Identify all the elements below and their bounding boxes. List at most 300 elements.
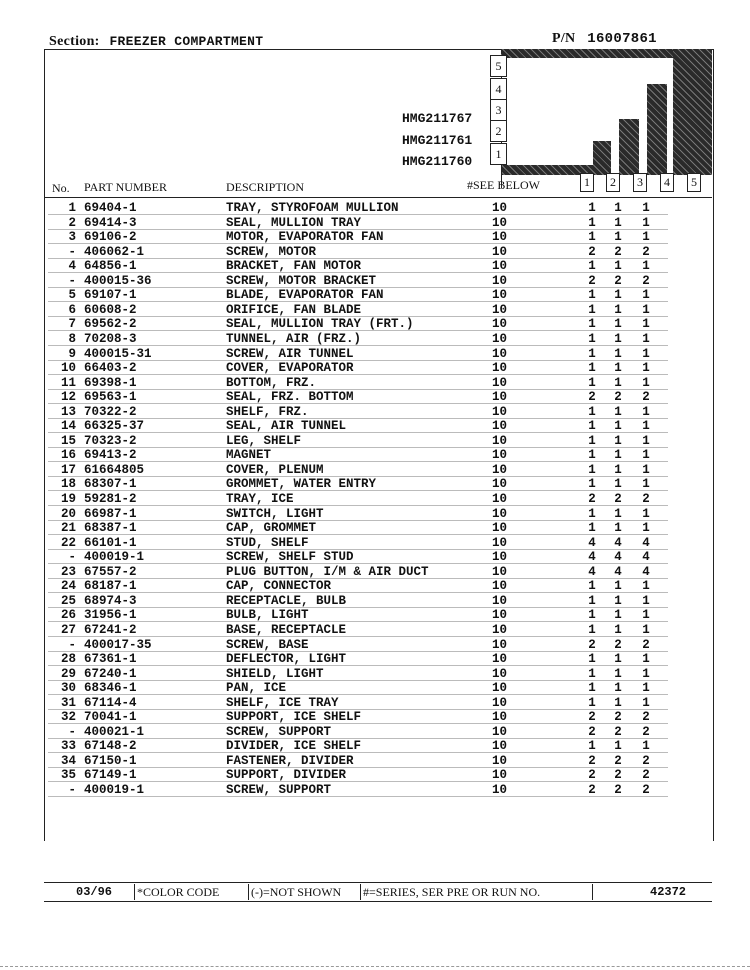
qty-col-3: 1	[642, 288, 650, 303]
table-row	[48, 448, 668, 462]
table-row	[48, 216, 668, 230]
item-number: 15	[60, 433, 76, 448]
qty-col-1: 1	[588, 230, 596, 245]
table-row	[48, 492, 668, 506]
qty-col-3: 1	[642, 404, 650, 419]
table-row	[48, 667, 668, 681]
qty-col-1: 1	[588, 201, 596, 215]
description: BLADE, EVAPORATOR FAN	[226, 288, 384, 303]
table-row	[48, 739, 668, 753]
qty-col-2: 1	[614, 622, 622, 637]
series: 10	[492, 492, 508, 506]
series: 10	[492, 710, 508, 725]
qty-col-1: 1	[588, 361, 596, 376]
series: 10	[492, 404, 508, 419]
part-number: 69413-2	[84, 448, 137, 463]
pn-label: P/N	[552, 31, 576, 46]
series: 10	[492, 652, 508, 667]
description: MAGNET	[226, 448, 272, 463]
series: 10	[492, 637, 508, 652]
part-number: 68307-1	[84, 477, 137, 492]
col-box-2: 2	[606, 173, 620, 192]
table-row	[48, 725, 668, 739]
qty-col-2: 1	[614, 361, 622, 376]
part-number: 68346-1	[84, 681, 137, 696]
part-number: 69404-1	[84, 201, 137, 215]
qty-col-2: 1	[614, 593, 622, 608]
col-box-3: 3	[633, 173, 647, 192]
qty-col-1: 1	[588, 302, 596, 317]
description: DIVIDER, ICE SHELF	[226, 739, 362, 754]
table-row	[48, 361, 668, 375]
part-number-header	[552, 31, 657, 47]
part-number: 400019-1	[84, 783, 145, 797]
part-number: 66101-1	[84, 535, 137, 550]
qty-col-3: 1	[642, 579, 650, 594]
description: CAP, GROMMET	[226, 521, 317, 536]
part-number: 61664805	[84, 462, 145, 477]
step-box-4: 4	[490, 78, 507, 100]
qty-col-2: 2	[614, 273, 622, 288]
table-row	[48, 652, 668, 666]
description: MOTOR, EVAPORATOR FAN	[226, 230, 384, 245]
table-row	[48, 521, 668, 535]
qty-col-2: 1	[614, 201, 622, 215]
series: 10	[492, 448, 508, 463]
table-row	[48, 376, 668, 390]
qty-col-1: 1	[588, 521, 596, 536]
qty-col-3: 2	[642, 768, 650, 783]
qty-col-2: 4	[614, 535, 622, 550]
series: 10	[492, 317, 508, 332]
table-row	[48, 507, 668, 521]
model-stair-graphic	[487, 49, 712, 197]
description: CAP, CONNECTOR	[226, 579, 332, 594]
item-number: -	[68, 273, 76, 288]
part-number: 70041-1	[84, 710, 137, 725]
qty-col-3: 2	[642, 724, 650, 739]
qty-col-1: 1	[588, 317, 596, 332]
series: 10	[492, 201, 508, 215]
qty-col-1: 1	[588, 419, 596, 434]
table-row	[48, 390, 668, 404]
part-number: 69414-3	[84, 215, 137, 230]
table-row	[48, 274, 668, 288]
part-number: 66987-1	[84, 506, 137, 521]
item-number: 28	[60, 652, 76, 667]
description: GROMMET, WATER ENTRY	[226, 477, 377, 492]
page-edge-rule	[0, 966, 750, 967]
model-hmg211760: HMG211760	[402, 154, 473, 169]
qty-col-1: 2	[588, 273, 596, 288]
qty-col-3: 1	[642, 230, 650, 245]
qty-col-1: 1	[588, 346, 596, 361]
table-row	[48, 434, 668, 448]
qty-col-2: 1	[614, 521, 622, 536]
description: DEFLECTOR, LIGHT	[226, 652, 347, 667]
qty-col-2: 1	[614, 681, 622, 696]
part-number: 67148-2	[84, 739, 137, 754]
item-number: 11	[60, 375, 76, 390]
table-row	[48, 288, 668, 302]
qty-col-3: 1	[642, 201, 650, 215]
description: COVER, PLENUM	[226, 462, 324, 477]
col-header-no: No.	[52, 181, 70, 195]
qty-col-1: 1	[588, 375, 596, 390]
item-number: 32	[60, 710, 76, 725]
part-number: 400015-36	[84, 273, 152, 288]
description: PLUG BUTTON, I/M & AIR DUCT	[226, 564, 429, 579]
header-rule	[44, 197, 712, 198]
qty-col-1: 1	[588, 739, 596, 754]
description: SHELF, ICE TRAY	[226, 695, 339, 710]
qty-col-1: 2	[588, 492, 596, 506]
description: SHIELD, LIGHT	[226, 666, 324, 681]
col-box-5: 5	[687, 173, 701, 192]
qty-col-2: 1	[614, 419, 622, 434]
qty-col-1: 2	[588, 390, 596, 405]
part-number: 66325-37	[84, 419, 145, 434]
qty-col-2: 1	[614, 404, 622, 419]
qty-col-1: 4	[588, 550, 596, 565]
qty-col-3: 2	[642, 273, 650, 288]
qty-col-2: 1	[614, 477, 622, 492]
item-number: 5	[68, 288, 76, 303]
description: SEAL, AIR TUNNEL	[226, 419, 347, 434]
part-number: 69398-1	[84, 375, 137, 390]
description: SCREW, SHELF STUD	[226, 550, 354, 565]
qty-col-2: 1	[614, 579, 622, 594]
description: RECEPTACLE, BULB	[226, 593, 347, 608]
item-number: 14	[60, 419, 76, 434]
series: 10	[492, 331, 508, 346]
item-number: 12	[60, 390, 76, 405]
series: 10	[492, 783, 508, 797]
series: 10	[492, 681, 508, 696]
qty-col-3: 1	[642, 215, 650, 230]
series: 10	[492, 535, 508, 550]
qty-col-1: 1	[588, 652, 596, 667]
description: ORIFICE, FAN BLADE	[226, 302, 362, 317]
qty-col-1: 4	[588, 564, 596, 579]
series: 10	[492, 695, 508, 710]
qty-col-3: 1	[642, 375, 650, 390]
description: SHELF, FRZ.	[226, 404, 309, 419]
table-row	[48, 681, 668, 695]
part-number: 69106-2	[84, 230, 137, 245]
series: 10	[492, 288, 508, 303]
part-number: 67114-4	[84, 695, 137, 710]
item-number: -	[68, 637, 76, 652]
item-number: 30	[60, 681, 76, 696]
description: SCREW, BASE	[226, 637, 309, 652]
series: 10	[492, 593, 508, 608]
qty-col-1: 1	[588, 288, 596, 303]
qty-col-3: 1	[642, 346, 650, 361]
part-number: 69563-1	[84, 390, 137, 405]
qty-col-2: 1	[614, 739, 622, 754]
series: 10	[492, 724, 508, 739]
footer-not-shown: (-)=NOT SHOWN	[251, 885, 342, 899]
qty-col-2: 1	[614, 302, 622, 317]
item-number: 26	[60, 608, 76, 623]
part-number: 69107-1	[84, 288, 137, 303]
qty-col-2: 1	[614, 331, 622, 346]
qty-col-2: 2	[614, 783, 622, 797]
series: 10	[492, 477, 508, 492]
qty-col-1: 2	[588, 710, 596, 725]
series: 10	[492, 506, 508, 521]
qty-col-1: 1	[588, 404, 596, 419]
footer-series-note: #=SERIES, SER PRE OR RUN NO.	[363, 885, 541, 899]
step-box-1: 1	[490, 143, 507, 165]
qty-col-1: 1	[588, 331, 596, 346]
qty-col-3: 2	[642, 390, 650, 405]
item-number: 4	[68, 259, 76, 274]
part-number: 67150-1	[84, 753, 137, 768]
qty-col-3: 2	[642, 244, 650, 259]
part-number: 67361-1	[84, 652, 137, 667]
qty-col-3: 1	[642, 448, 650, 463]
table-row	[48, 768, 668, 782]
section-header	[49, 34, 263, 50]
series: 10	[492, 564, 508, 579]
qty-col-1: 4	[588, 535, 596, 550]
qty-col-2: 4	[614, 550, 622, 565]
item-number: 3	[68, 230, 76, 245]
item-number: 19	[60, 492, 76, 506]
qty-col-1: 1	[588, 695, 596, 710]
description: TRAY, STYROFOAM MULLION	[226, 201, 399, 215]
series: 10	[492, 608, 508, 623]
qty-col-1: 2	[588, 753, 596, 768]
table-row	[48, 245, 668, 259]
item-number: 22	[60, 535, 76, 550]
step-box-2: 2	[490, 120, 507, 142]
table-row	[48, 347, 668, 361]
item-number: 16	[60, 448, 76, 463]
qty-col-3: 2	[642, 710, 650, 725]
item-number: 24	[60, 579, 76, 594]
qty-col-2: 2	[614, 710, 622, 725]
qty-col-2: 1	[614, 608, 622, 623]
table-row	[48, 696, 668, 710]
qty-col-2: 1	[614, 666, 622, 681]
description: SCREW, SUPPORT	[226, 783, 332, 797]
qty-col-1: 2	[588, 783, 596, 797]
description: SCREW, MOTOR BRACKET	[226, 273, 377, 288]
footer-page-number: 42372	[650, 885, 687, 899]
part-number: 59281-2	[84, 492, 137, 506]
qty-col-3: 4	[642, 535, 650, 550]
table-row	[48, 405, 668, 419]
description: BASE, RECEPTACLE	[226, 622, 347, 637]
description: SCREW, MOTOR	[226, 244, 317, 259]
qty-col-3: 2	[642, 637, 650, 652]
part-number: 70322-2	[84, 404, 137, 419]
table-row	[48, 201, 668, 215]
footer-bottom-rule	[44, 901, 712, 902]
series: 10	[492, 462, 508, 477]
description: SUPPORT, ICE SHELF	[226, 710, 362, 725]
qty-col-3: 4	[642, 550, 650, 565]
qty-col-3: 1	[642, 506, 650, 521]
series: 10	[492, 419, 508, 434]
table-row	[48, 754, 668, 768]
series: 10	[492, 302, 508, 317]
series: 10	[492, 768, 508, 783]
model-hmg211761: HMG211761	[402, 133, 473, 148]
table-row	[48, 550, 668, 564]
qty-col-3: 1	[642, 608, 650, 623]
item-number: 7	[68, 317, 76, 332]
qty-col-1: 1	[588, 448, 596, 463]
qty-col-3: 4	[642, 564, 650, 579]
series: 10	[492, 230, 508, 245]
table-row	[48, 463, 668, 477]
part-number: 70323-2	[84, 433, 137, 448]
item-number: 13	[60, 404, 76, 419]
part-number: 67557-2	[84, 564, 137, 579]
table-row	[48, 623, 668, 637]
qty-col-1: 2	[588, 724, 596, 739]
item-number: 34	[60, 753, 76, 768]
footer-rule	[44, 882, 712, 883]
part-number: 68387-1	[84, 521, 137, 536]
qty-col-1: 1	[588, 259, 596, 274]
description: SEAL, MULLION TRAY (FRT.)	[226, 317, 414, 332]
description: SUPPORT, DIVIDER	[226, 768, 347, 783]
table-row	[48, 710, 668, 724]
series: 10	[492, 550, 508, 565]
qty-col-3: 1	[642, 361, 650, 376]
table-row	[48, 638, 668, 652]
qty-col-2: 1	[614, 375, 622, 390]
series: 10	[492, 375, 508, 390]
description: SWITCH, LIGHT	[226, 506, 324, 521]
qty-col-2: 2	[614, 724, 622, 739]
table-row	[48, 230, 668, 244]
series: 10	[492, 346, 508, 361]
qty-col-3: 1	[642, 521, 650, 536]
part-number: 31956-1	[84, 608, 137, 623]
section-label: Section:	[49, 34, 100, 49]
qty-col-3: 1	[642, 593, 650, 608]
qty-col-2: 1	[614, 288, 622, 303]
qty-col-3: 1	[642, 331, 650, 346]
item-number: 2	[68, 215, 76, 230]
qty-col-2: 1	[614, 695, 622, 710]
description: SEAL, MULLION TRAY	[226, 215, 362, 230]
part-number: 400021-1	[84, 724, 145, 739]
table-row	[48, 594, 668, 608]
item-number: 1	[68, 201, 76, 215]
qty-col-2: 1	[614, 652, 622, 667]
qty-col-3: 1	[642, 317, 650, 332]
part-number: 60608-2	[84, 302, 137, 317]
part-number: 64856-1	[84, 259, 137, 274]
footer-date: 03/96	[76, 885, 113, 899]
qty-col-2: 1	[614, 448, 622, 463]
qty-col-3: 1	[642, 433, 650, 448]
description: STUD, SHELF	[226, 535, 309, 550]
series: 10	[492, 244, 508, 259]
part-number: 400019-1	[84, 550, 145, 565]
description: BRACKET, FAN MOTOR	[226, 259, 362, 274]
qty-col-1: 1	[588, 593, 596, 608]
item-number: 9	[68, 346, 76, 361]
qty-col-3: 1	[642, 681, 650, 696]
description: SCREW, AIR TUNNEL	[226, 346, 354, 361]
qty-col-1: 1	[588, 622, 596, 637]
table-row	[48, 332, 668, 346]
section-name: FREEZER COMPARTMENT	[109, 34, 264, 49]
qty-col-3: 1	[642, 462, 650, 477]
table-row	[48, 579, 668, 593]
qty-col-2: 1	[614, 433, 622, 448]
description: TUNNEL, AIR (FRZ.)	[226, 331, 362, 346]
step-box-5: 5	[490, 55, 507, 77]
item-number: 27	[60, 622, 76, 637]
col-box-4: 4	[660, 173, 674, 192]
series: 10	[492, 215, 508, 230]
item-number: -	[68, 550, 76, 565]
qty-col-3: 2	[642, 492, 650, 506]
item-number: 10	[60, 361, 76, 376]
qty-col-1: 1	[588, 506, 596, 521]
part-number: 66403-2	[84, 361, 137, 376]
series: 10	[492, 273, 508, 288]
qty-col-2: 2	[614, 768, 622, 783]
col-box-1: 1	[580, 173, 594, 192]
series: 10	[492, 390, 508, 405]
qty-col-2: 1	[614, 506, 622, 521]
footer-color-code: *COLOR CODE	[137, 885, 220, 899]
item-number: 25	[60, 593, 76, 608]
series: 10	[492, 666, 508, 681]
item-number: -	[68, 724, 76, 739]
qty-col-2: 2	[614, 390, 622, 405]
table-row	[48, 608, 668, 622]
item-number: 8	[68, 331, 76, 346]
description: LEG, SHELF	[226, 433, 302, 448]
col-header-part-number: PART NUMBER	[84, 180, 167, 194]
item-number: 20	[60, 506, 76, 521]
col-header-series: #SEE BELOW	[467, 178, 540, 192]
qty-col-3: 1	[642, 652, 650, 667]
series: 10	[492, 622, 508, 637]
qty-col-2: 1	[614, 230, 622, 245]
qty-col-1: 1	[588, 433, 596, 448]
table-row	[48, 303, 668, 317]
qty-col-3: 1	[642, 695, 650, 710]
step-box-3: 3	[490, 99, 507, 121]
item-number: 21	[60, 521, 76, 536]
part-number: 67149-1	[84, 768, 137, 783]
description: BULB, LIGHT	[226, 608, 309, 623]
table-row	[48, 783, 668, 797]
qty-col-1: 1	[588, 579, 596, 594]
qty-col-2: 2	[614, 753, 622, 768]
qty-col-3: 1	[642, 302, 650, 317]
description: BOTTOM, FRZ.	[226, 375, 317, 390]
description: TRAY, ICE	[226, 492, 294, 506]
col-header-description: DESCRIPTION	[226, 180, 305, 194]
item-number: 18	[60, 477, 76, 492]
qty-col-2: 4	[614, 564, 622, 579]
description: PAN, ICE	[226, 681, 287, 696]
series: 10	[492, 579, 508, 594]
